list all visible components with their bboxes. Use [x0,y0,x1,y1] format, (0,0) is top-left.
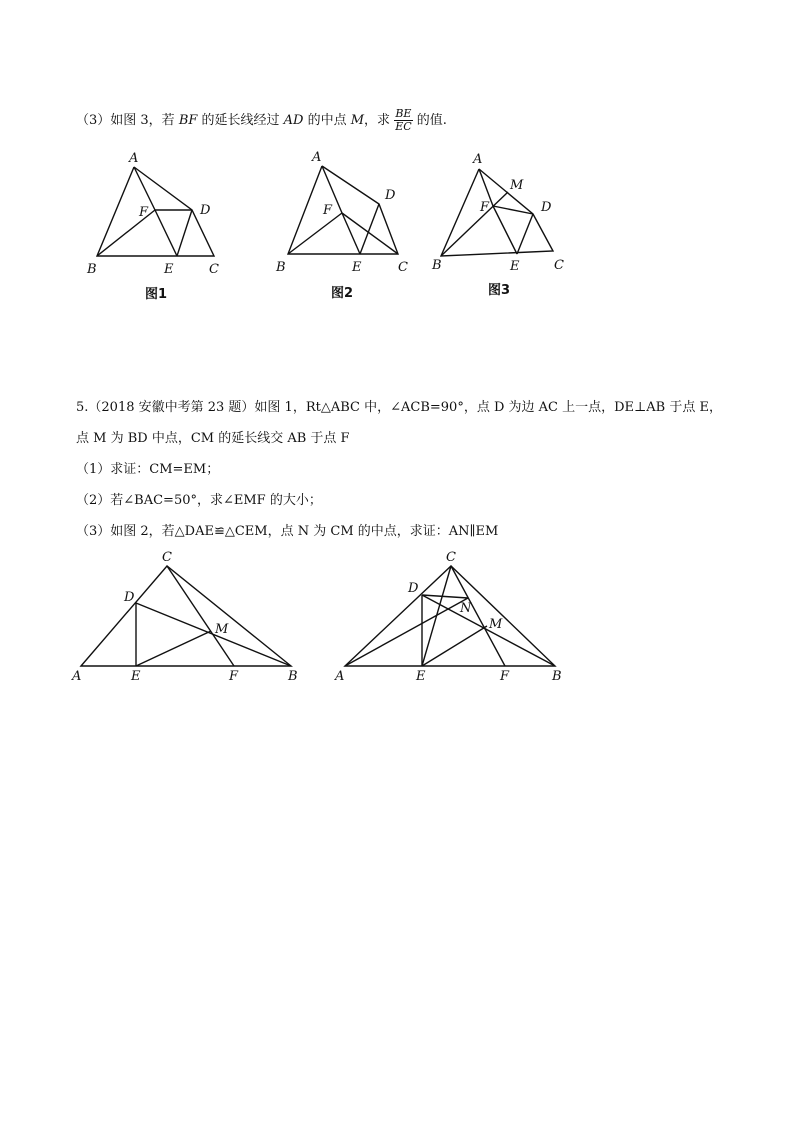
fig1-label-e: E [164,262,174,277]
bfig1-label-b: B [288,669,298,684]
fig1-caption: 图1 [145,287,168,302]
bfig1-label-f: F [229,669,239,684]
fig1-label-a: A [129,151,139,166]
q4-part3-suffix: 的值. [412,113,447,128]
bfig2-label-a: A [335,669,345,684]
fig3-label-c: C [554,258,564,273]
fig1-label-d: D [200,203,211,218]
fig3-label-a: A [473,152,483,167]
fraction-denominator: EC [395,120,412,133]
fig2-label-a: A [312,150,322,165]
fig3-label-d: D [541,200,552,215]
fig1-label-f: F [139,205,149,220]
fig3-label-e: E [510,259,520,274]
bfig1-label-d: D [124,590,135,605]
bfig1-label-c: C [162,550,172,565]
bfig2-segment-cf [451,566,505,666]
bfig2-label-n: N [460,601,472,616]
fraction-numerator: BE [395,107,412,120]
bfig2-label-b: B [552,669,562,684]
bfig2-label-e: E [416,669,426,684]
fig3-caption: 图3 [488,283,511,298]
fig1-label-c: C [209,262,219,277]
fig3-label-m: M [510,178,524,193]
q5-part2: （2）若∠BAC=50°，求∠EMF 的大小； [76,493,322,508]
fig2-caption: 图2 [331,286,354,301]
q4-part3-bf: BF [178,113,198,128]
fig2-label-b: B [276,260,286,275]
q5-part1: （1）求证：CM=EM； [76,462,220,477]
bfig2-label-m: M [489,617,503,632]
bfig1-label-m: M [215,622,229,637]
bfig2-triangle-abc [345,566,555,666]
bfig1-label-a: A [72,669,82,684]
bfig2-label-c: C [446,550,456,565]
q4-part3-ad: AD [283,113,304,128]
q4-part3-mid3: ，求 [364,113,395,128]
bfig2-label-f: F [500,669,510,684]
q4-part3-prefix: （3）如图 3，若 [76,113,179,128]
bfig2-label-d: D [408,581,419,596]
fig2-label-c: C [398,260,408,275]
fig2-label-d: D [385,188,396,203]
fig2-label-f: F [323,203,333,218]
q5-line1: 5.（2018 安徽中考第 23 题）如图 1，Rt△ABC 中，∠ACB=90°，点 D 为边 AC 上一点，DE⊥AB 于点 E， [76,400,722,415]
fig2-label-e: E [352,260,362,275]
q4-part3-mid2: 的中点 [303,113,351,128]
bfig2-segment-dn [422,595,468,598]
q5-part3: （3）如图 2，若△DAE≌△CEM，点 N 为 CM 的中点，求证：AN∥EM [76,524,499,539]
q4-part3-mid1: 的延长线经过 [197,113,284,128]
q5-line2: 点 M 为 BD 中点，CM 的延长线交 AB 于点 F [76,431,350,446]
fig3-label-b: B [432,258,442,273]
fig3-label-f: F [480,200,490,215]
q4-part3-m: M [350,113,365,128]
bfig1-label-e: E [131,669,141,684]
fig1-label-b: B [87,262,97,277]
